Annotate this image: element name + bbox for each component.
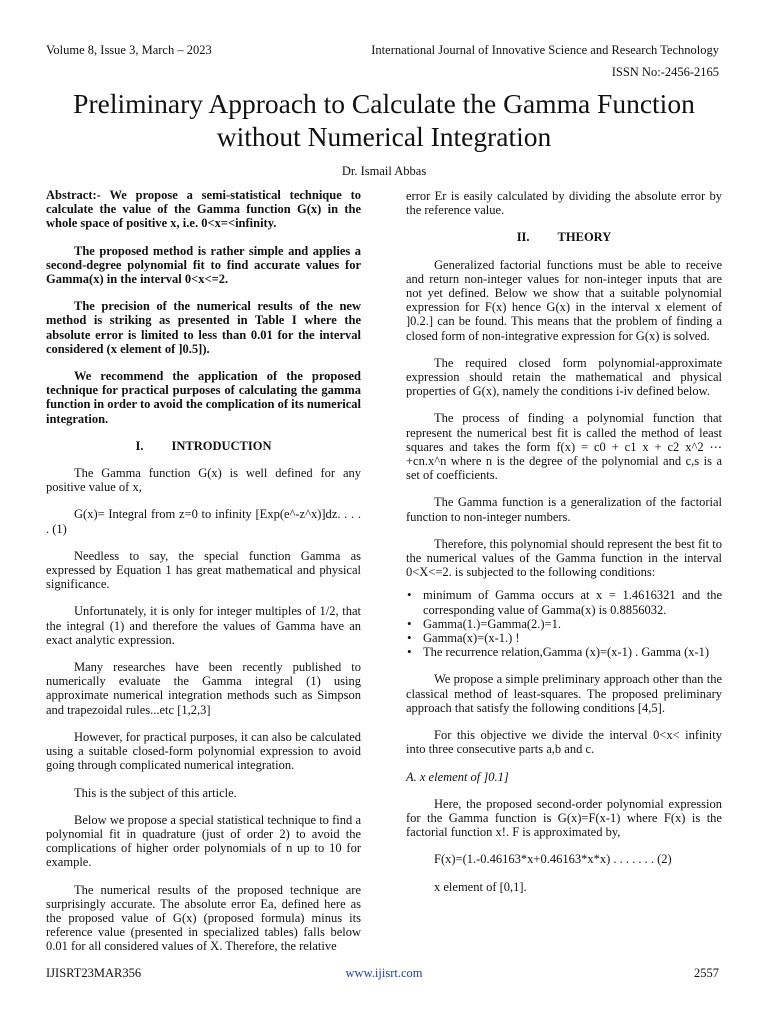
subsection-heading: A. x element of ]0.1] [406, 769, 509, 784]
body-paragraph: The Gamma function G(x) is well defined for any positive value of x, [46, 466, 361, 495]
paper-id: IJISRT23MAR356 [46, 966, 142, 980]
body-paragraph: The Gamma function is a generalization of the factorial function to non-integer numbers. [406, 495, 722, 524]
body-paragraph: Generalized factorial functions must be able to receive and return non-integer values for non-integer inputs that are not yet defined. Below we show that a suitable polynomial expression for F(x) hence G(x) in the interval x element of ]0.2.] can be found. This means that the problem of finding a closed form of non-integrative expression for G(x) is solved. [406, 257, 722, 343]
list-item: • minimum of Gamma occurs at x = 1.4616321 and the corresponding value of Gamma(x) is 0.8856032. [423, 588, 722, 616]
section-heading-theory [406, 230, 722, 244]
body-paragraph: Needless to say, the special function Gamma as expressed by Equation 1 has great mathematical and physical significance. [46, 548, 361, 592]
right-column [406, 189, 722, 907]
section-heading-introduction [46, 439, 361, 453]
conditions-list [406, 588, 722, 659]
paper-title: Preliminary Approach to Calculate the Gamma Function without Numerical Integration [73, 88, 695, 152]
body-paragraph: The numerical results of the proposed technique are surprisingly accurate. The absolute error Ea, defined here as the proposed value of G(x) (proposed formula) minus its reference value (presented in specialized tables) falls below 0.01 for all considered values of X. Therefore, the relative [46, 882, 361, 954]
equation-1: G(x)= Integral from z=0 to infinity [Exp(e^-z^x)]dz. . . . . (1) [46, 507, 361, 536]
page-number: 2557 [694, 966, 719, 980]
section-title: INTRODUCTION [171, 438, 272, 453]
body-paragraph: Many researches have been recently published to numerically evaluate the Gamma integral (1) using approximate numerical integration methods such as Simpson and trapezoidal rules...etc [1,2,3] [46, 660, 361, 717]
body-paragraph: This is the subject of this article. [74, 785, 237, 800]
journal-website-link[interactable]: www.ijisrt.com [345, 966, 423, 980]
body-paragraph: Below we propose a special statistical technique to find a polynomial fit in quadrature (just of order 2) to avoid the complications of higher order polynomials of n up to 10 for example. [46, 812, 361, 870]
equation-2: F(x)=(1.-0.46163*x+0.46163*x*x) . . . . . . . (2) [434, 852, 672, 867]
equation-domain: x element of [0,1]. [434, 879, 527, 894]
body-paragraph-continued: error Er is easily calculated by dividing the absolute error by the reference value. [406, 189, 722, 218]
body-paragraph: Unfortunately, it is only for integer multiples of 1/2, that the integral (1) and therefore the values of Gamma have an exact analytic expression. [46, 604, 361, 647]
section-number: I. [135, 438, 144, 453]
body-paragraph: Therefore, this polynomial should represent the best fit to the numerical values of the Gamma function in the interval 0<X<=2. is subjected to the following conditions: [406, 536, 722, 580]
body-paragraph: Here, the proposed second-order polynomial expression for the Gamma function is G(x)=F(x-1) where F(x) is the factorial function x!. F is approximated by, [406, 796, 722, 840]
body-paragraph: The process of finding a polynomial function that represent the numerical best fit is called the method of least squares and takes the form f(x) = c0 + c1 x + c2 x^2 ⋯ +cn.x^n where n is the degree of the polynomial and c,s is a set of coefficients. [406, 411, 722, 483]
body-paragraph: For this objective we divide the interval 0<x< infinity into three consecutive parts a,b and c. [406, 728, 722, 757]
section-title: THEORY [557, 230, 612, 245]
abstract-paragraph: The proposed method is rather simple and applies a second-degree polynomial fit to find accurate values for Gamma(x) in the interval 0<x<=2. [46, 243, 361, 287]
list-item: • Gamma(1.)=Gamma(2.)=1. [423, 617, 722, 631]
journal-volume: Volume 8, Issue 3, March – 2023 [46, 43, 212, 57]
journal-name: International Journal of Innovative Science and Research Technology [371, 43, 719, 57]
abstract-paragraph: Abstract:- We propose a semi-statistical technique to calculate the value of the Gamma function G(x) in the whole space of positive x, i.e. 0<x=<infinity. [46, 188, 361, 231]
author: Dr. Ismail Abbas [341, 164, 427, 178]
list-item: • Gamma(x)=(x-1.) ! [423, 631, 722, 645]
abstract-paragraph: We recommend the application of the proposed technique for practical purposes of calculating the gamma function in order to avoid the complication of its numerical integration. [46, 369, 361, 426]
list-item: • The recurrence relation,Gamma (x)=(x-1) . Gamma (x-1) [423, 645, 722, 659]
section-number: II. [516, 230, 530, 245]
body-paragraph: The required closed form polynomial-approximate expression should retain the mathematical and physical properties of G(x), namely the conditions i-iv defined below. [406, 355, 722, 399]
body-paragraph: We propose a simple preliminary approach other than the classical method of least-squares. The proposed preliminary approach that satisfy the following conditions [4,5]. [406, 672, 722, 715]
abstract-paragraph: The precision of the numerical results of the new method is striking as presented in Table I where the absolute error is limited to less than 0.01 for the interval considered (x element of ]0.5]). [46, 299, 361, 356]
body-paragraph: However, for practical purposes, it can also be calculated using a suitable closed-form polynomial expression to avoid going through complicated numerical integration. [46, 729, 361, 773]
issn: ISSN No:-2456-2165 [611, 65, 719, 79]
left-column [46, 188, 361, 967]
